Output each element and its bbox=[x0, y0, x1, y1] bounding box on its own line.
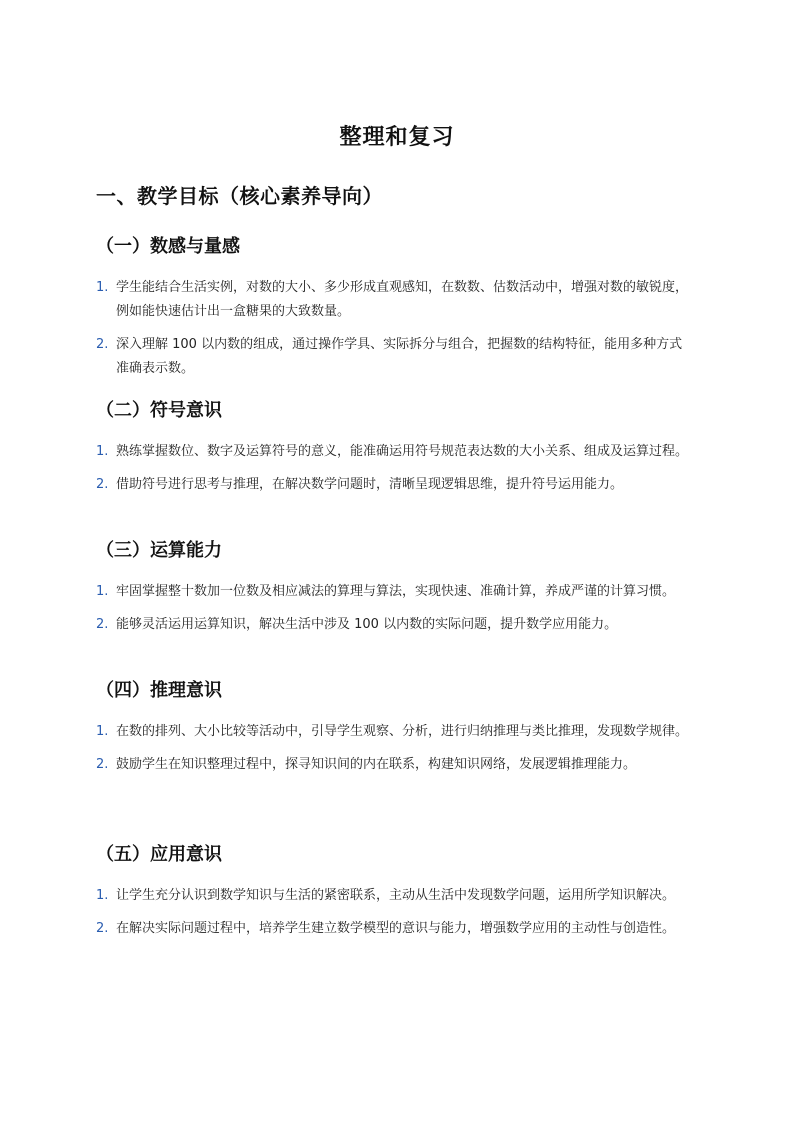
item-text: 借助符号进行思考与推理，在解决数学问题时，清晰呈现逻辑思维，提升符号运用能力。 bbox=[116, 477, 624, 492]
item-number: 2. bbox=[96, 337, 109, 352]
list-item bbox=[96, 720, 691, 744]
item-number: 2. bbox=[96, 477, 109, 492]
item-number: 1. bbox=[96, 584, 109, 599]
list-item bbox=[96, 613, 691, 637]
list-item bbox=[96, 753, 691, 777]
section-heading: （三）运算能力 bbox=[96, 540, 222, 561]
heading-teaching-objectives: 一、教学目标（核心素养导向） bbox=[96, 184, 383, 208]
list-item bbox=[96, 580, 691, 604]
item-number: 2. bbox=[96, 921, 109, 936]
item-text: 在数的排列、大小比较等活动中，引导学生观察、分析，进行归纳推理与类比推理，发现数学规律。 bbox=[116, 724, 689, 739]
item-text: 能够灵活运用运算知识，解决生活中涉及 100 以内数的实际问题，提升数学应用能力。 bbox=[116, 617, 618, 632]
item-number: 1. bbox=[96, 888, 109, 903]
list-item bbox=[96, 884, 691, 908]
item-text: 在解决实际问题过程中，培养学生建立数学模型的意识与能力，增强数学应用的主动性与创造性。 bbox=[116, 921, 676, 936]
list-item bbox=[96, 276, 691, 324]
section-heading: （二）符号意识 bbox=[96, 400, 222, 421]
section-heading: （五）应用意识 bbox=[96, 844, 222, 865]
list-item bbox=[96, 333, 691, 381]
section-reasoning bbox=[96, 676, 696, 786]
objective-list bbox=[96, 884, 696, 941]
list-item bbox=[96, 440, 691, 464]
item-number: 1. bbox=[96, 444, 109, 459]
item-number: 2. bbox=[96, 617, 109, 632]
objective-list bbox=[96, 580, 696, 637]
section-application bbox=[96, 840, 696, 950]
objective-list bbox=[96, 720, 696, 777]
section-heading: （一）数感与量感 bbox=[96, 236, 240, 257]
item-text: 让学生充分认识到数学知识与生活的紧密联系，主动从生活中发现数学问题，运用所学知识解决。 bbox=[116, 888, 676, 903]
item-text: 深入理解 100 以内数的组成，通过操作学具、实际拆分与组合，把握数的结构特征，能用多种方式准确表示数。 bbox=[116, 337, 683, 376]
document-title: 整理和复习 bbox=[339, 125, 455, 150]
objective-list bbox=[96, 276, 696, 381]
item-text: 熟练掌握数位、数字及运算符号的意义，能准确运用符号规范表达数的大小关系、组成及运算过程。 bbox=[116, 444, 689, 459]
item-text: 牢固掌握整十数加一位数及相应减法的算理与算法，实现快速、准确计算，养成严谨的计算习惯。 bbox=[116, 584, 676, 599]
list-item bbox=[96, 917, 691, 941]
section-calculation-ability bbox=[96, 536, 696, 646]
section-heading: （四）推理意识 bbox=[96, 680, 222, 701]
item-text: 鼓励学生在知识整理过程中，探寻知识间的内在联系，构建知识网络，发展逻辑推理能力。 bbox=[116, 757, 637, 772]
item-number: 1. bbox=[96, 724, 109, 739]
item-number: 2. bbox=[96, 757, 109, 772]
section-symbol-sense bbox=[96, 396, 696, 506]
objective-list bbox=[96, 440, 696, 497]
section-number-sense bbox=[96, 232, 696, 390]
item-number: 1. bbox=[96, 280, 109, 295]
list-item bbox=[96, 473, 691, 497]
item-text: 学生能结合生活实例，对数的大小、多少形成直观感知，在数数、估数活动中，增强对数的敏锐度，例如能快速估计出一盒糖果的大致数量。 bbox=[116, 280, 689, 319]
